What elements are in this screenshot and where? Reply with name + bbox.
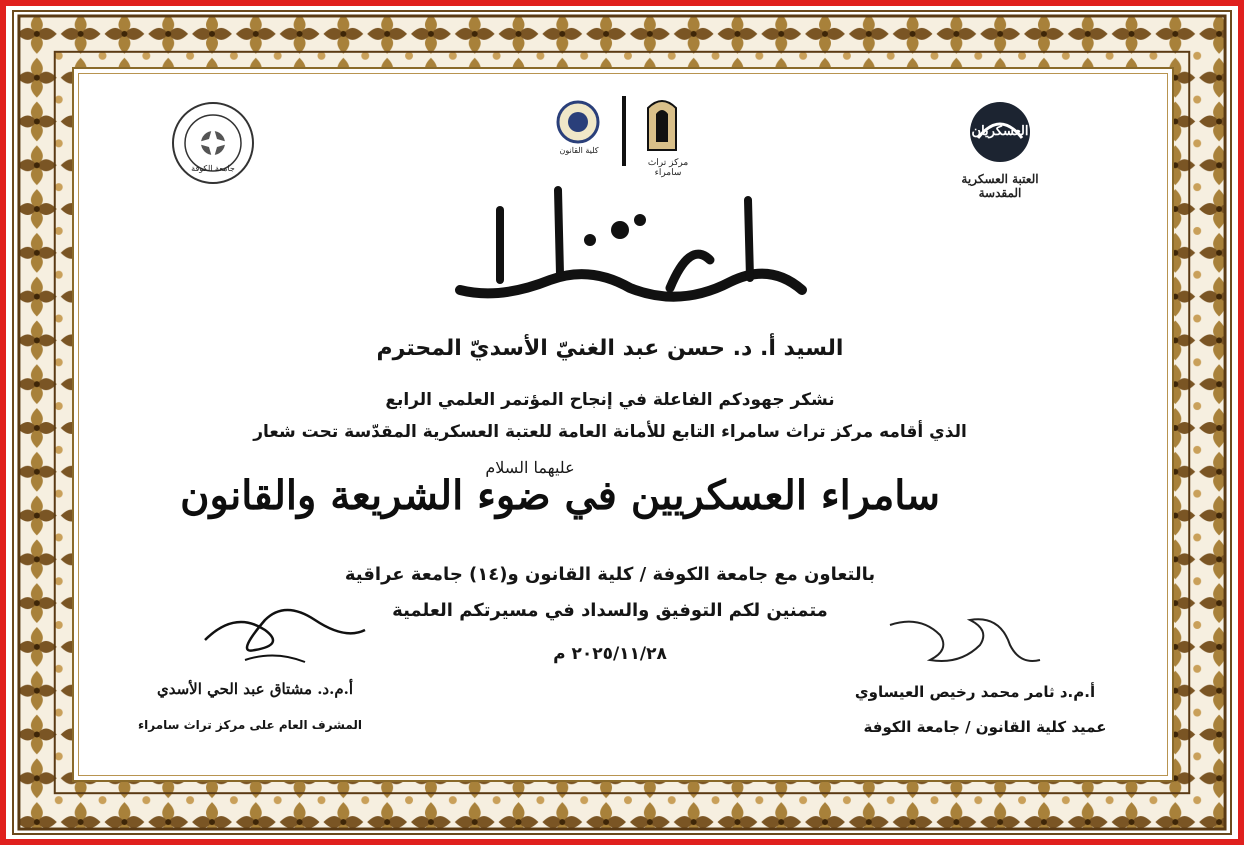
- center-logos: [552, 92, 702, 178]
- university-of-kufa-logo: [170, 100, 256, 186]
- left-signature-mark: [195, 600, 375, 670]
- conference-slogan: سامراء العسكريين في ضوء الشريعة والقانون: [180, 472, 940, 519]
- body-line-1: نشكر جهودكم الفاعلة في إنجاح المؤتمر العلمي الرابع: [385, 390, 835, 410]
- university-seal-icon: [170, 100, 256, 186]
- recipient-name: السيد أ. د. حسن عبد الغنيّ الأسديّ المحترم: [376, 336, 844, 361]
- certificate-title: [440, 290, 820, 291]
- left-logo-caption: جامعة الكوفة: [191, 164, 235, 173]
- right-logo-text: العسكريان: [971, 124, 1029, 139]
- center-left-caption: كلية القانون: [559, 146, 599, 155]
- wishes-line: متمنين لكم التوفيق والسداد في مسيرتكم العلمية: [392, 600, 828, 621]
- center-logo-caption: مركز تراث سامراء: [647, 158, 689, 178]
- left-signatory-name: أ.م.د. مشتاق عبد الحي الأسدي: [156, 680, 354, 698]
- body-line-2: الذي أقامه مركز تراث سامراء التابع للأمانة العامة للعتبة العسكرية المقدّسة تحت شعار: [253, 422, 967, 442]
- right-signature-mark: [880, 605, 1050, 675]
- right-signatory-title: عميد كلية القانون / جامعة الكوفة: [863, 718, 1107, 736]
- cooperation-line: بالتعاون مع جامعة الكوفة / كلية القانون و(١٤) جامعة عراقية: [344, 564, 876, 585]
- slogan-honorific: عليهما السلام: [485, 458, 575, 477]
- al-askariyain-logo: [940, 98, 1060, 198]
- right-signatory-name: أ.م.د ثامر محمد رخيص العيساوي: [854, 683, 1096, 701]
- title-calligraphy: [440, 170, 820, 320]
- right-logo-caption: العتبة العسكرية المقدسة: [961, 172, 1039, 200]
- certificate-date: ٢٠٢٥/١١/٢٨ م: [553, 644, 667, 664]
- left-signatory-title: المشرف العام على مركز تراث سامراء: [137, 718, 363, 732]
